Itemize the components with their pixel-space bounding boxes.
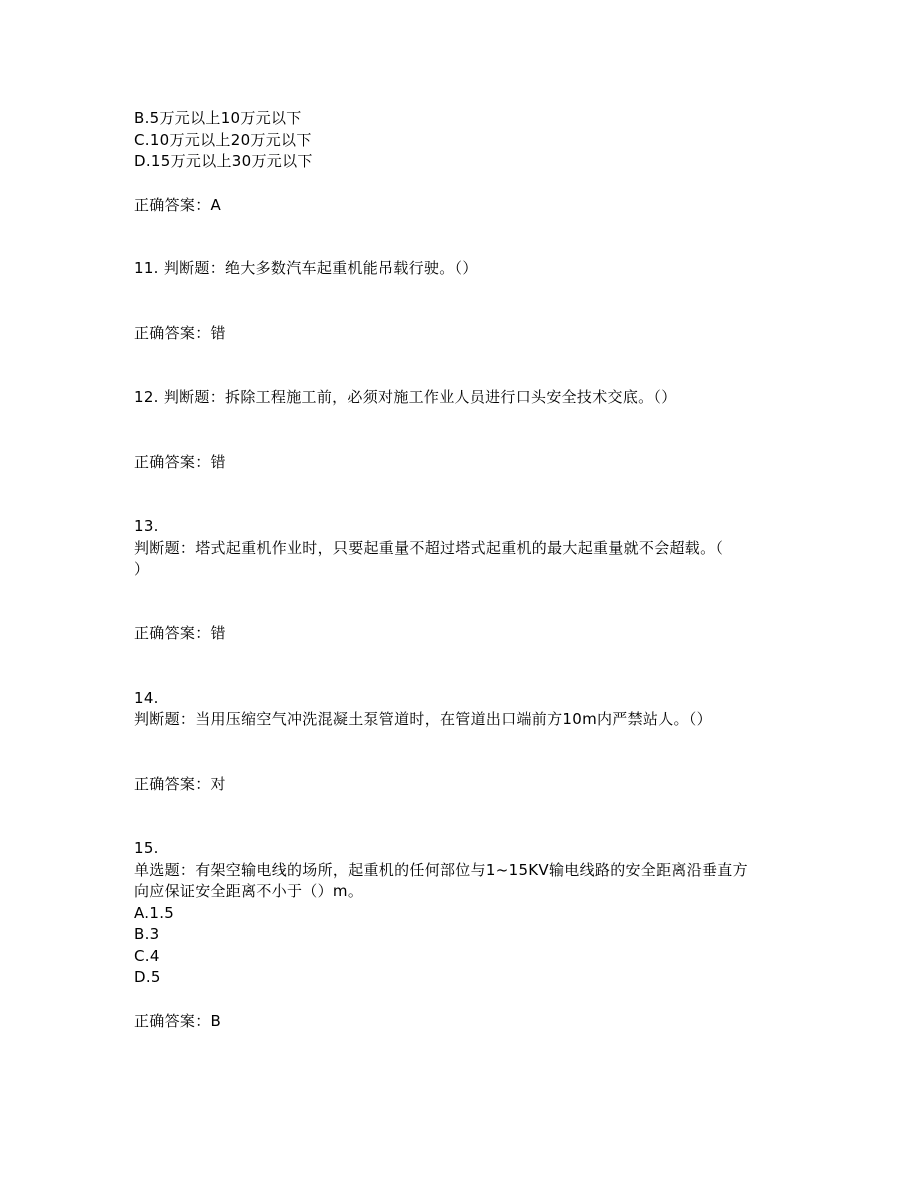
- answer-11: 正确答案：错: [134, 324, 226, 342]
- option-c: C.10万元以上20万元以下: [134, 131, 312, 149]
- option-c: C.4: [134, 947, 160, 965]
- answer-15: 正确答案：B: [134, 1012, 222, 1030]
- question-12: 12. 判断题：拆除工程施工前，必须对施工作业人员进行口头安全技术交底。（）: [134, 388, 677, 406]
- answer-13: 正确答案：错: [134, 624, 226, 642]
- question-13-line-2: ）: [134, 560, 150, 578]
- question-11: 11. 判断题：绝大多数汽车起重机能吊载行驶。（）: [134, 259, 478, 277]
- answer-prev: 正确答案：A: [134, 196, 222, 214]
- question-14-number: 14.: [134, 689, 159, 707]
- option-b: B.3: [134, 925, 160, 943]
- question-13-number: 13.: [134, 517, 159, 535]
- question-14-line-1: 判断题：当用压缩空气冲洗混凝土泵管道时，在管道出口端前方10m内严禁站人。（）: [134, 710, 712, 728]
- question-15-line-2: 向应保证安全距离不小于（）m。: [134, 882, 364, 900]
- option-d: D.15万元以上30万元以下: [134, 152, 313, 170]
- option-d: D.5: [134, 968, 161, 986]
- option-b: B.5万元以上10万元以下: [134, 109, 302, 127]
- question-13-line-1: 判断题：塔式起重机作业时，只要起重量不超过塔式起重机的最大起重量就不会超载。（: [134, 539, 724, 557]
- question-15-line-1: 单选题：有架空输电线的场所，起重机的任何部位与1~15KV输电线路的安全距离沿垂直方: [134, 861, 748, 879]
- answer-14: 正确答案：对: [134, 775, 226, 793]
- answer-12: 正确答案：错: [134, 453, 226, 471]
- question-15-number: 15.: [134, 839, 159, 857]
- option-a: A.1.5: [134, 904, 175, 922]
